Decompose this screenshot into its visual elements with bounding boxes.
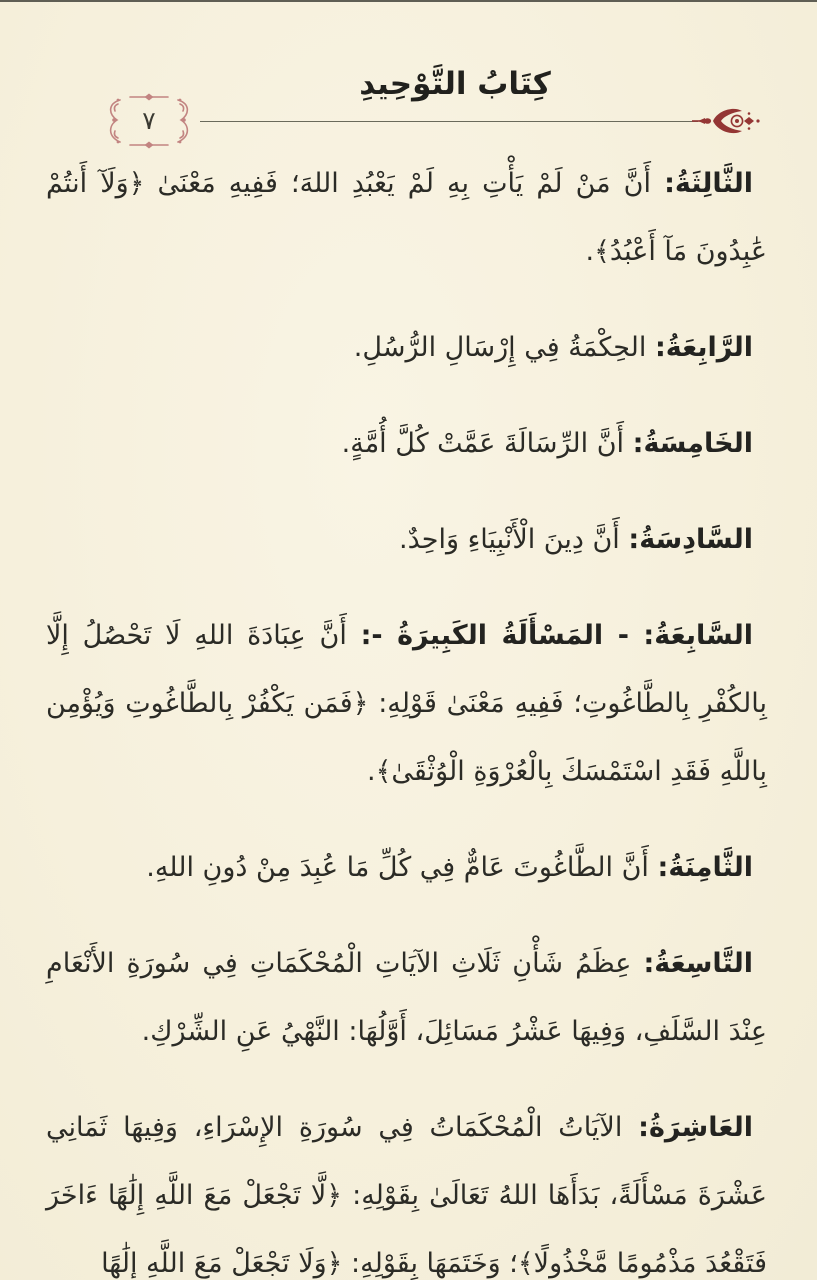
paragraph-ninth xyxy=(46,930,767,1066)
paragraph-lead: السَّابِعَةُ: - المَسْأَلَةُ الكَبِيرَةُ -: xyxy=(360,620,753,651)
paragraph-lead: الثَّالِثَةُ: xyxy=(664,168,753,199)
page-number-badge xyxy=(96,90,202,152)
paragraph-eighth xyxy=(46,834,767,902)
header-flourish-icon xyxy=(692,103,764,139)
page-number: ٧ xyxy=(142,106,156,135)
paragraph-lead: الرَّابِعَةُ: xyxy=(655,332,753,363)
paragraph-text: أَنَّ الرِّسَالَةَ عَمَّتْ كُلَّ أُمَّةٍ. xyxy=(341,428,625,459)
paragraph-text: الآيَاتُ الْمُحْكَمَاتُ فِي سُورَةِ الإِسْرَاءِ، وَفِيهَا ثَمَانِي عَشْرَةَ مَسْأَلَةً، بَدَأَهَا اللهُ تَعَالَىٰ بِقَوْلِهِ: ﴿لَّا تَجْعَلْ مَعَ اللَّهِ إِلَٰهًا ءَاخَرَ فَتَقْعُدَ مَذْمُومًا مَّخْذُولًا﴾؛ وَخَتَمَهَا بِقَوْلِهِ: ﴿وَلَا تَجْعَلْ مَعَ اللَّهِ إِلَٰهًا xyxy=(46,1112,767,1279)
paragraph-third xyxy=(46,150,767,286)
paragraph-fourth xyxy=(46,314,767,382)
paragraph-text: أَنَّ دِينَ الْأَنْبِيَاءِ وَاحِدٌ. xyxy=(399,524,620,555)
header-rule xyxy=(200,121,698,122)
scan-edge-artifact xyxy=(0,0,817,2)
paragraph-lead: التَّاسِعَةُ: xyxy=(643,948,753,979)
paragraph-lead: العَاشِرَةُ: xyxy=(638,1112,753,1143)
chapter-title: كِتَابُ التَّوْحِيدِ xyxy=(359,66,551,102)
paragraph-text: أَنَّ الطَّاغُوتَ عَامٌّ فِي كُلِّ مَا عُبِدَ مِنْ دُونِ اللهِ. xyxy=(146,852,649,883)
paragraph-text: أَنَّ مَنْ لَمْ يَأْتِ بِهِ لَمْ يَعْبُدِ اللهَ؛ فَفِيهِ مَعْنَىٰ ﴿وَلَآ أَنتُمْ عَٰبِدُونَ مَآ أَعْبُدُ﴾. xyxy=(46,168,767,267)
paragraph-text: أَنَّ عِبَادَةَ اللهِ لَا تَحْصُلُ إِلَّا بِالكُفْرِ بِالطَّاغُوتِ؛ فَفِيهِ مَعْنَىٰ قَوْلِهِ: ﴿فَمَن يَكْفُرْ بِالطَّاغُوتِ وَيُؤْمِن بِاللَّهِ فَقَدِ اسْتَمْسَكَ بِالْعُرْوَةِ الْوُثْقَىٰ﴾. xyxy=(46,620,767,787)
paragraph-tenth xyxy=(46,1094,767,1280)
page-body xyxy=(46,150,767,1280)
paragraph-fifth xyxy=(46,410,767,478)
paragraph-text: عِظَمُ شَأْنِ ثَلَاثِ الآيَاتِ الْمُحْكَمَاتِ فِي سُورَةِ الأَنْعَامِ عِنْدَ السَّلَفِ، وَفِيهَا عَشْرُ مَسَائِلَ، أَوَّلُهَا: النَّهْيُ عَنِ الشِّرْكِ. xyxy=(46,948,767,1047)
paragraph-lead: الخَامِسَةُ: xyxy=(632,428,753,459)
paragraph-text: الحِكْمَةُ فِي إِرْسَالِ الرُّسُلِ. xyxy=(353,332,647,363)
paragraph-lead: الثَّامِنَةُ: xyxy=(657,852,753,883)
paragraph-sixth xyxy=(46,506,767,574)
paragraph-seventh xyxy=(46,602,767,806)
paragraph-lead: السَّادِسَةُ: xyxy=(628,524,753,555)
